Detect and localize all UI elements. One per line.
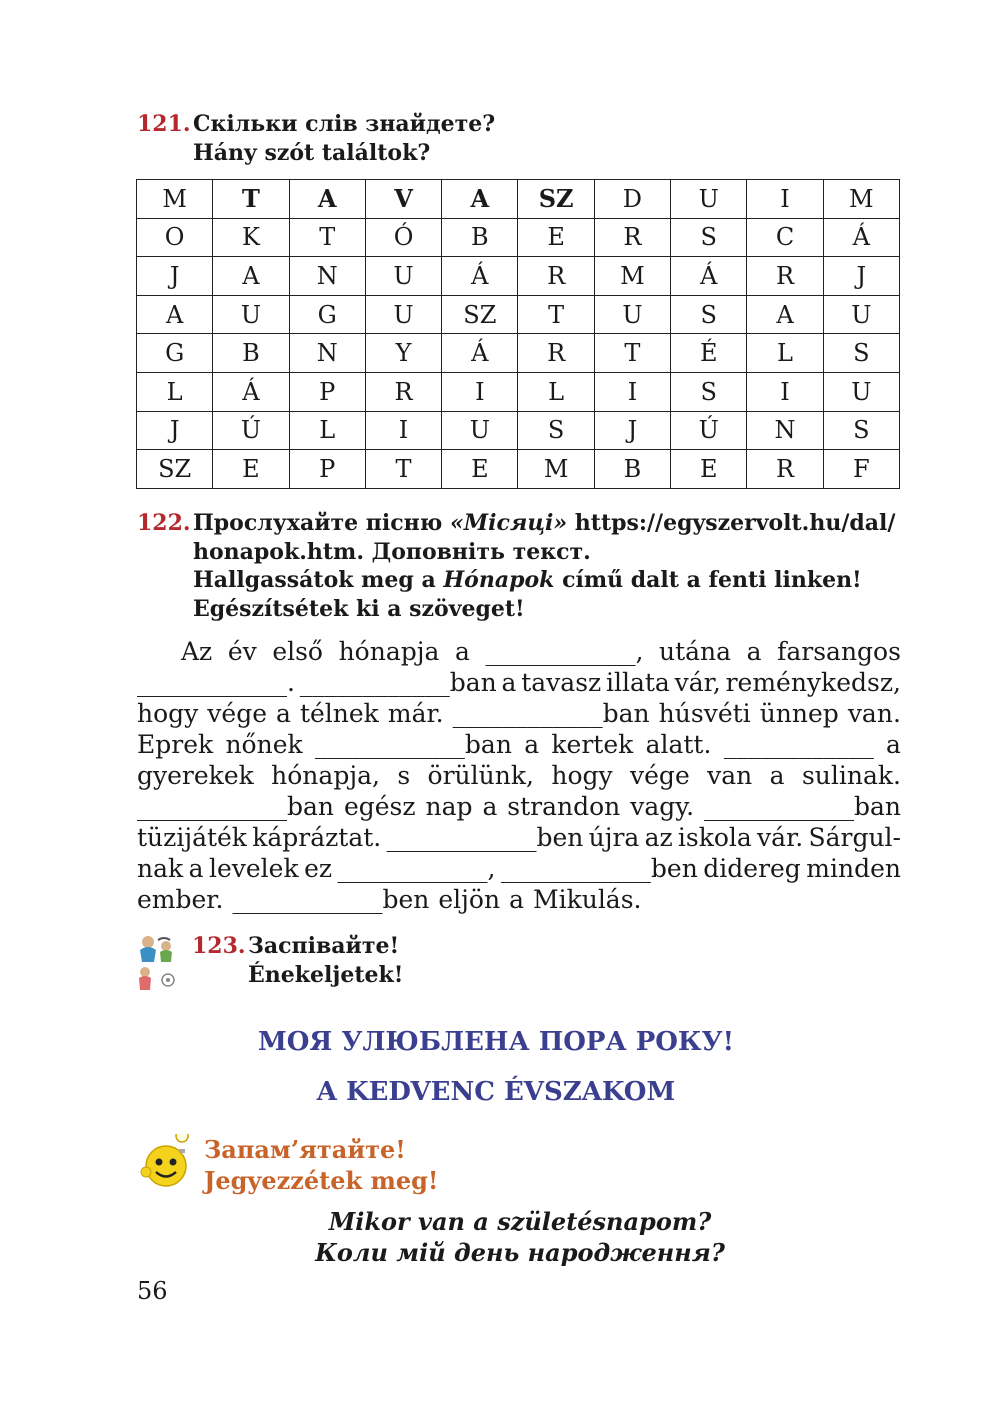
page-number: 56 [137, 1277, 168, 1305]
grid-cell: U [823, 372, 899, 411]
grid-cell: V [365, 180, 441, 219]
remember-box [136, 1134, 438, 1196]
grid-cell: Ú [213, 411, 289, 450]
blank-word: ____________ben [500, 854, 698, 883]
word: sulinak. [801, 761, 901, 790]
word: hónapja [338, 637, 440, 666]
instruction-line [193, 509, 895, 538]
word: vége [630, 761, 690, 790]
word: nap [425, 792, 473, 821]
word: a [886, 730, 901, 759]
grid-cell: A [747, 295, 823, 334]
smiley-lightbulb-icon [136, 1134, 198, 1190]
grid-cell: B [213, 334, 289, 373]
word: első [272, 637, 323, 666]
grid-row [137, 218, 900, 257]
word: ez [304, 854, 333, 883]
word: minden [806, 854, 901, 883]
word: egész [343, 792, 416, 821]
word-search-grid [136, 179, 900, 489]
word: iskola [677, 823, 752, 852]
grid-cell: T [594, 334, 670, 373]
passage-line [137, 667, 901, 698]
word: hogy [551, 761, 613, 790]
grid-cell: N [747, 411, 823, 450]
blank-word: ____________ban [452, 699, 650, 728]
word: a [509, 885, 524, 914]
grid-cell: F [823, 450, 899, 489]
word: már. [387, 699, 444, 728]
grid-cell: A [137, 295, 213, 334]
instruction-line [193, 566, 895, 595]
question-uk: Коли мій день народження? [315, 1238, 725, 1267]
grid-cell: U [365, 257, 441, 296]
instruction-text: Hallgassátok meg a [193, 567, 444, 593]
grid-cell: N [289, 257, 365, 296]
grid-cell: T [289, 218, 365, 257]
word: újra [588, 823, 640, 852]
exercise-number: 123. [192, 933, 246, 959]
section-heading-hu: A KEDVENC ÉVSZAKOM [316, 1077, 676, 1107]
grid-cell: S [671, 295, 747, 334]
grid-cell: D [594, 180, 670, 219]
blank-word: ____________ban [314, 730, 512, 759]
word: a [746, 637, 762, 666]
grid-cell: SZ [137, 450, 213, 489]
grid-cell: E [442, 450, 518, 489]
grid-cell: M [823, 180, 899, 219]
word: Sárgul- [808, 823, 901, 852]
blank-word: ____________, [337, 854, 496, 883]
word: nak [137, 854, 184, 883]
word: reménykedsz, [725, 668, 901, 697]
section-heading-uk: МОЯ УЛЮБЛЕНА ПОРА РОКУ! [257, 1027, 735, 1057]
grid-cell: M [137, 180, 213, 219]
word: a [501, 668, 517, 697]
grid-row [137, 257, 900, 296]
grid-cell: M [518, 450, 594, 489]
grid-cell: U [594, 295, 670, 334]
grid-cell: R [747, 450, 823, 489]
word: utána [658, 637, 732, 666]
grid-cell: B [594, 450, 670, 489]
grid-cell: É [671, 334, 747, 373]
passage-line [137, 636, 901, 667]
grid-cell: Ó [365, 218, 441, 257]
word: vagy. [630, 792, 695, 821]
grid-cell: B [442, 218, 518, 257]
grid-cell: K [213, 218, 289, 257]
title-hu: Énekeljetek! [248, 962, 404, 988]
word: év [227, 637, 257, 666]
grid-cell: N [289, 334, 365, 373]
word: kápráztat. [252, 823, 382, 852]
grid-cell: S [671, 218, 747, 257]
blank-word: ____________ban [137, 792, 335, 821]
word: ünnep [759, 699, 839, 728]
questions [0, 1206, 992, 1268]
question-hu: Mikor van a születésnapom? [328, 1207, 712, 1236]
grid-cell: A [213, 257, 289, 296]
word: Mikulás. [532, 885, 642, 914]
grid-cell: Y [365, 334, 441, 373]
instruction-line: honapok.htm. Доповніть текст. [193, 538, 591, 565]
passage-line [137, 698, 901, 729]
word: farsangos [777, 637, 901, 666]
blank-word: ____________ban [703, 792, 901, 821]
grid-cell: E [518, 218, 594, 257]
grid-cell: J [823, 257, 899, 296]
grid-cell: L [289, 411, 365, 450]
passage-line [137, 853, 901, 884]
passage-line [137, 729, 901, 760]
grid-row [137, 450, 900, 489]
grid-cell: O [137, 218, 213, 257]
blank-word: ____________ban [299, 668, 497, 697]
title-uk: Заспівайте! [248, 933, 400, 959]
grid-row [137, 334, 900, 373]
grid-cell: P [289, 372, 365, 411]
grid-cell: T [213, 180, 289, 219]
word: télnek [299, 699, 379, 728]
word: Eprek [137, 730, 214, 759]
word: a [276, 699, 291, 728]
remember-uk: Запам’ятайте! [204, 1135, 406, 1164]
grid-cell: Á [213, 372, 289, 411]
blank-word: ____________. [137, 668, 295, 697]
word: a [524, 730, 540, 759]
word: levelek [208, 854, 299, 883]
grid-cell: U [213, 295, 289, 334]
word: van. [847, 699, 901, 728]
grid-cell: Á [823, 218, 899, 257]
grid-row [137, 411, 900, 450]
grid-cell: T [518, 295, 594, 334]
grid-cell: U [671, 180, 747, 219]
grid-cell: U [823, 295, 899, 334]
word: hogy [137, 699, 199, 728]
word: vége [207, 699, 268, 728]
grid-cell: J [137, 257, 213, 296]
word: tavasz [521, 668, 602, 697]
grid-cell: U [442, 411, 518, 450]
word: a [769, 761, 785, 790]
title-hu: Hány szót találtok? [193, 140, 431, 166]
word: örülünk, [427, 761, 534, 790]
word: tüzijáték [137, 823, 247, 852]
grid-cell: S [823, 411, 899, 450]
blank-word: ____________, [485, 637, 644, 666]
fill-in-passage [137, 636, 901, 915]
passage-line [137, 760, 901, 791]
grid-cell: Ú [671, 411, 747, 450]
grid-cell: L [518, 372, 594, 411]
grid-cell: G [289, 295, 365, 334]
word: a [188, 854, 204, 883]
instruction-line: Egészítsétek ki a szöveget! [193, 595, 525, 622]
exercise-number: 121. [137, 111, 191, 137]
grid-cell: M [594, 257, 670, 296]
word: illata [605, 668, 670, 697]
grid-row [137, 372, 900, 411]
word: gyerekek [137, 761, 254, 790]
instruction-text: című dalt a fenti linken! [554, 567, 862, 593]
grid-cell: S [671, 372, 747, 411]
grid-cell: S [518, 411, 594, 450]
word: Az [181, 637, 213, 666]
word: van [707, 761, 753, 790]
word: s [397, 761, 411, 790]
grid-cell: Á [442, 334, 518, 373]
exercise-title [248, 932, 403, 990]
grid-cell: I [365, 411, 441, 450]
grid-row [137, 295, 900, 334]
exercise-number: 122. [137, 510, 191, 536]
singing-children-icon [136, 932, 184, 994]
exercise-121 [137, 110, 495, 168]
exercise-title [193, 509, 895, 623]
grid-cell: I [747, 180, 823, 219]
blank-word: ____________ben [232, 885, 430, 914]
title-uk: Скільки слів знайдете? [193, 111, 496, 137]
word: húsvéti [658, 699, 751, 728]
grid-cell: I [594, 372, 670, 411]
grid-cell: R [518, 334, 594, 373]
blank-word: ____________ben [386, 823, 584, 852]
grid-cell: A [442, 180, 518, 219]
blank-word: ____________ [723, 730, 874, 759]
exercise-123 [136, 932, 403, 994]
grid-cell: R [365, 372, 441, 411]
word: alatt. [645, 730, 712, 759]
grid-cell: G [137, 334, 213, 373]
song-link: https://egyszervolt.hu/dal/ [567, 510, 896, 536]
word: a [482, 792, 498, 821]
word: ember. [137, 885, 224, 914]
exercise-title [193, 110, 495, 168]
grid-cell: T [365, 450, 441, 489]
grid-cell: R [518, 257, 594, 296]
grid-cell: I [442, 372, 518, 411]
word: vár. [757, 823, 804, 852]
grid-cell: R [594, 218, 670, 257]
passage-line [137, 884, 901, 915]
word: hónapja, [271, 761, 380, 790]
grid-cell: R [747, 257, 823, 296]
word: strandon [507, 792, 621, 821]
instruction-text: Прослухайте пісню [193, 510, 450, 536]
passage-line [137, 822, 901, 853]
grid-cell: A [289, 180, 365, 219]
passage-line [137, 791, 901, 822]
grid-cell: S [823, 334, 899, 373]
word: a [454, 637, 470, 666]
remember-hu: Jegyezzétek meg! [204, 1166, 439, 1195]
grid-cell: I [747, 372, 823, 411]
song-title-hu: Hónapok [443, 567, 555, 593]
grid-cell: J [137, 411, 213, 450]
grid-cell: L [747, 334, 823, 373]
word: nőnek [225, 730, 303, 759]
word: kertek [551, 730, 634, 759]
grid-cell: E [671, 450, 747, 489]
grid-cell: L [137, 372, 213, 411]
grid-cell: P [289, 450, 365, 489]
grid-cell: SZ [518, 180, 594, 219]
word: eljön [438, 885, 501, 914]
word: vár, [674, 668, 721, 697]
word: az [644, 823, 673, 852]
grid-cell: SZ [442, 295, 518, 334]
grid-cell: Á [671, 257, 747, 296]
grid-cell: U [365, 295, 441, 334]
grid-cell: Á [442, 257, 518, 296]
song-title-uk: «Місяці» [449, 510, 568, 536]
grid-cell: C [747, 218, 823, 257]
grid-cell: J [594, 411, 670, 450]
grid-row [137, 180, 900, 219]
word: didereg [703, 854, 801, 883]
exercise-122 [137, 509, 895, 623]
grid-cell: E [213, 450, 289, 489]
